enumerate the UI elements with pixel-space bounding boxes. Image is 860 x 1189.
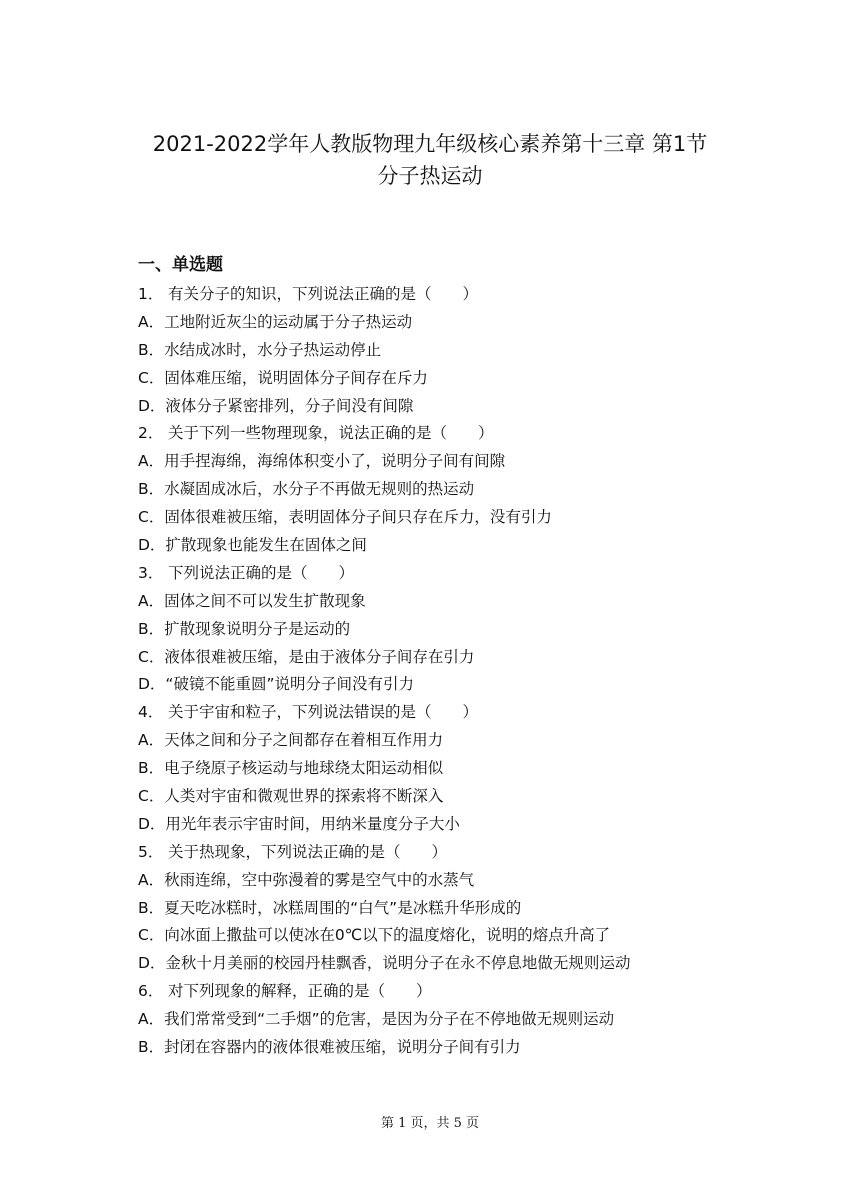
question-stem — [138, 560, 738, 588]
option: B．封闭在容器内的液体很难被压缩，说明分子间有引力 — [138, 1038, 521, 1057]
question-text: 对下列现象的解释，正确的是（ ） — [168, 982, 432, 1001]
question-stem — [138, 699, 738, 727]
option: B．夏天吃冰糕时，冰糕周围的“白气”是冰糕升华形成的 — [138, 898, 522, 917]
question-number: 4． — [138, 703, 164, 722]
question-stem — [138, 978, 738, 1006]
question-number: 5． — [138, 842, 164, 861]
question-number: 3． — [138, 563, 164, 582]
option: D．扩散现象也能发生在固体之间 — [138, 536, 367, 555]
question-number: 1． — [138, 285, 164, 303]
option: D．液体分子紧密排列，分子间没有间隙 — [138, 396, 414, 415]
option: B．水凝固成冰后，水分子不再做无规则的热运动 — [138, 480, 475, 499]
question-stem — [138, 281, 738, 309]
question-text: 关于下列一些物理现象，说法正确的是（ ） — [168, 424, 494, 443]
document-title — [0, 128, 860, 192]
question-list — [138, 281, 738, 1062]
option: A．用手捏海绵，海绵体积变小了，说明分子间有间隙 — [138, 452, 506, 471]
page-footer: 第 1 页，共 5 页 — [380, 1116, 480, 1131]
option: B．电子绕原子核运动与地球绕太阳运动相似 — [138, 759, 444, 778]
option: C．固体难压缩，说明固体分子间存在斥力 — [138, 368, 428, 387]
title-line-2: 分子热运动 — [377, 164, 483, 188]
option: B．水结成冰时，水分子热运动停止 — [138, 340, 382, 359]
option: A．我们常常受到“二手烟”的危害，是因为分子在不停地做无规则运动 — [138, 1010, 615, 1029]
option: C．人类对宇宙和微观世界的探索将不断深入 — [138, 787, 444, 806]
option: C．液体很难被压缩，是由于液体分子间存在引力 — [138, 647, 475, 666]
question-text: 下列说法正确的是（ ） — [168, 563, 355, 582]
question-stem — [138, 420, 738, 448]
question-number: 2． — [138, 424, 164, 443]
option: A．工地附近灰尘的运动属于分子热运动 — [138, 312, 413, 331]
question-text: 关于宇宙和粒子，下列说法错误的是（ ） — [168, 703, 479, 722]
question-number: 6． — [138, 982, 164, 1001]
title-line-1: 2021-2022学年人教版物理九年级核心素养第十三章 第1节 — [152, 132, 708, 156]
option: D．金秋十月美丽的校园丹桂飘香，说明分子在永不停息地做无规则运动 — [138, 954, 631, 973]
option: C．向冰面上撒盐可以使冰在0℃以下的温度熔化，说明的熔点升高了 — [138, 926, 611, 945]
option: D．用光年表示宇宙时间，用纳米量度分子大小 — [138, 814, 460, 833]
option: D．“破镜不能重圆”说明分子间没有引力 — [138, 675, 414, 694]
question-stem — [138, 839, 738, 867]
option: C．固体很难被压缩，表明固体分子间只存在斥力，没有引力 — [138, 508, 552, 527]
option: A．固体之间不可以发生扩散现象 — [138, 591, 366, 610]
option: B．扩散现象说明分子是运动的 — [138, 619, 351, 638]
question-text: 有关分子的知识，下列说法正确的是（ ） — [168, 285, 479, 303]
option: A．天体之间和分子之间都存在着相互作用力 — [138, 731, 444, 750]
question-text: 关于热现象，下列说法正确的是（ ） — [168, 842, 448, 861]
option: A．秋雨连绵，空中弥漫着的雾是空气中的水蒸气 — [138, 870, 475, 889]
section-heading: 一、单选题 — [138, 255, 223, 275]
